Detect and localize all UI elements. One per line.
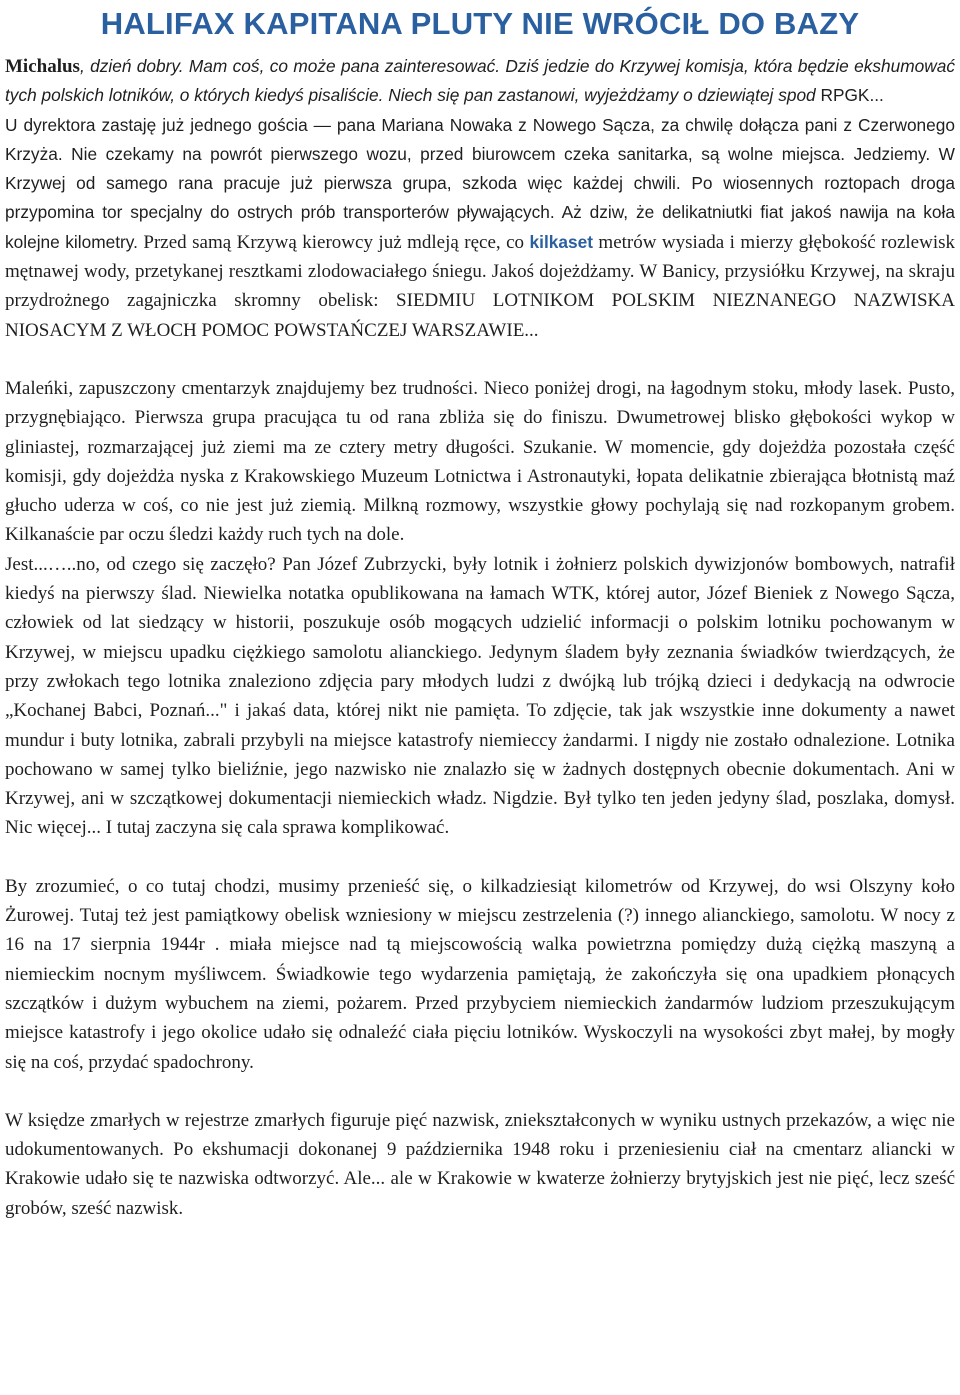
paragraph-1 xyxy=(5,52,955,345)
serif-passage-2: metrów wysiada i mierzy głębokość rozlewisk mętnawej wody, przetykanej resztkami zlodowaciałego śniegu. Jakoś dojeżdżamy. W Banicy, przysiółku Krzywej, na skraju przydrożnego zagajniczka skromny obelisk: SIEDMIU LOTNIKOM POLSKIM NIEZNANEGO NAZWISKA NIOSACYM Z WŁOCH POMOC POWSTAŃCZEJ WARSZAWIE... xyxy=(5,231,956,341)
paragraph-4: By zrozumieć, o co tutaj chodzi, musimy przenieść się, o kilkadziesiąt kilometrów od Krzywej, do wsi Olszyny koło Żurowej. Tutaj też jest pamiątkowy obelisk wzniesiony w miejscu zestrzelenia (?) innego alianckiego, samolotu. W nocy z 16 na 17 sierpnia 1944r . miała miejsce nad tą miejscowością walka powietrzna pomiędzy dużą ciężką maszyną a niemieckim nocnym myśliwcem. Świadkowie tego wydarzenia pamiętają, że zakończyła się ona upadkiem płonących szczątków i dużym wybuchem na ziemi, pożarem. Przed przybyciem niemieckich żandarmów ludziom przeszukującym miejsce katastrofy i jego okolice udało się odnaleźć ciała pięciu lotników. Wyskoczyli na wysokości zbyt małej, by mogły się na coś, przydać spadochrony. xyxy=(5,875,955,1073)
paragraph-3: Jest...…..no, od czego się zaczęło? Pan Józef Zubrzycki, były lotnik i żołnierz polskich dywizjonów bombowych, natrafił kiedyś na pierwszy ślad. Niewielka notatka opublikowana na łamach WTK, której autor, Józef Bieniek z Nowego Sącza, człowiek od lat siedzący w historii, poszukuje osób mogących udzielić informacji o polskim lotniku pochowanym w Krzywej, w miejscu upadku ciężkiego samolotu alianckiego. Jedynym śladem były zeznania świadków twierdzących, że przy zwłokach tego lotnika znaleziono zdjęcia pary młodych ludzi z dwójką lub trójką dzieci i dedykacją na odwrocie „Kochanej Babci, Poznań..." i jakaś data, której nikt nie pamięta. To zdjęcie, tak jak wszystkie inne dokumenty a nawet mundur i buty lotnika, zabrali przybyli na miejsce katastrofy niemieccy żandarmi. I nigdy nie zostało odnalezione. Lotnika pochowano w samej tylko bieliźnie, jego nazwisko nie znalazło się w żadnych dostępnych obecnie dokumentach. Ani w Krzywej, ani w szczątkowej dokumentacji niemieckich władz. Nigdzie. Był tylko ten jeden jedyny ślad, poszlaka, domysł. Nic więcej... I tutaj zaczyna się cala sprawa komplikować. xyxy=(5,553,955,839)
addressee-name: Michalus xyxy=(5,56,80,77)
paragraph-2: Maleńki, zapuszczony cmentarzyk znajdujemy bez trudności. Nieco poniżej drogi, na łagodnym stoku, młody lasek. Pusto, przygnębiająco. Pierwsza grupa pracująca tu od rana zbliża się do finiszu. Dwumetrowej blisko głębokości wykop w gliniastej, rozmarzającej już ziemi ma ze cztery metry długości. Szukanie. W momencie, gdy dojeżdża pozostała część komisji, gdy dojeżdża nyska z Krakowskiego Muzeum Lotnictwa i Astronautyki, łopata delikatnie zbierająca błotnistą maź głucho uderza w coś, co nie jest już ziemią. Milkną rozmowy, wszystkie głowy pochylają się nad rozkopanym grobem. Kilkanaście par oczu śledzi każdy ruch tych na dole. xyxy=(5,377,955,546)
paragraph-gap xyxy=(5,1077,955,1106)
article-title: HALIFAX KAPITANA PLUTY NIE WRÓCIŁ DO BAZY xyxy=(100,6,860,41)
kilkaset-link[interactable]: kilkaset xyxy=(529,231,593,252)
rpgk-text: RPGK... xyxy=(815,85,884,106)
paragraph-gap xyxy=(5,843,955,872)
paragraph-5: W księdze zmarłych w rejestrze zmarłych figuruje pięć nazwisk, zniekształconych w wyniku ustnych przekazów, a więc nie udokumentowanych. Po ekshumacji dokonanej 9 października 1948 roku i przeniesieniu ciał na cmentarz aliancki w Krakowie udało się te nazwiska odtworzyć. Ale... ale w Krakowie w kwaterze żołnierzy brytyjskich jest nie pięć, lecz sześć grobów, sześć nazwisk. xyxy=(5,1109,955,1219)
serif-passage-1: Przed samą Krzywą kierowcy już mdleją ręce, co xyxy=(137,231,530,253)
sans-passage: U dyrektora zastaję już jednego gościa ― pana Mariana Nowaka z Nowego Sącza, za chwilę dołącza pani z Czerwonego Krzyża. Nie czekamy na powrót pierwszego wozu, przed biurowcem czeka sanitarka, są wolne miejsca. Jedziemy. W Krzywej od samego rana pracuje już pierwsza grupa, szkoda więc każdej chwili. Po wiosennych roztopach droga przypomina tor specjalny do ostrych prób transporterów pływających. Aż dziw, że delikatniutki fiat jakoś nawija na koła kolejne kilometry. xyxy=(5,114,955,252)
italic-quote: , dzień dobry. Mam coś, co może pana zainteresować. Dziś jedzie do Krzywej komisja, która będzie ekshumować tych polskich lotników, o których kiedyś pisaliście. Niech się pan zastanowi, wyjeżdżamy o dziewiątej spod xyxy=(5,56,955,106)
paragraph-gap xyxy=(5,345,955,374)
